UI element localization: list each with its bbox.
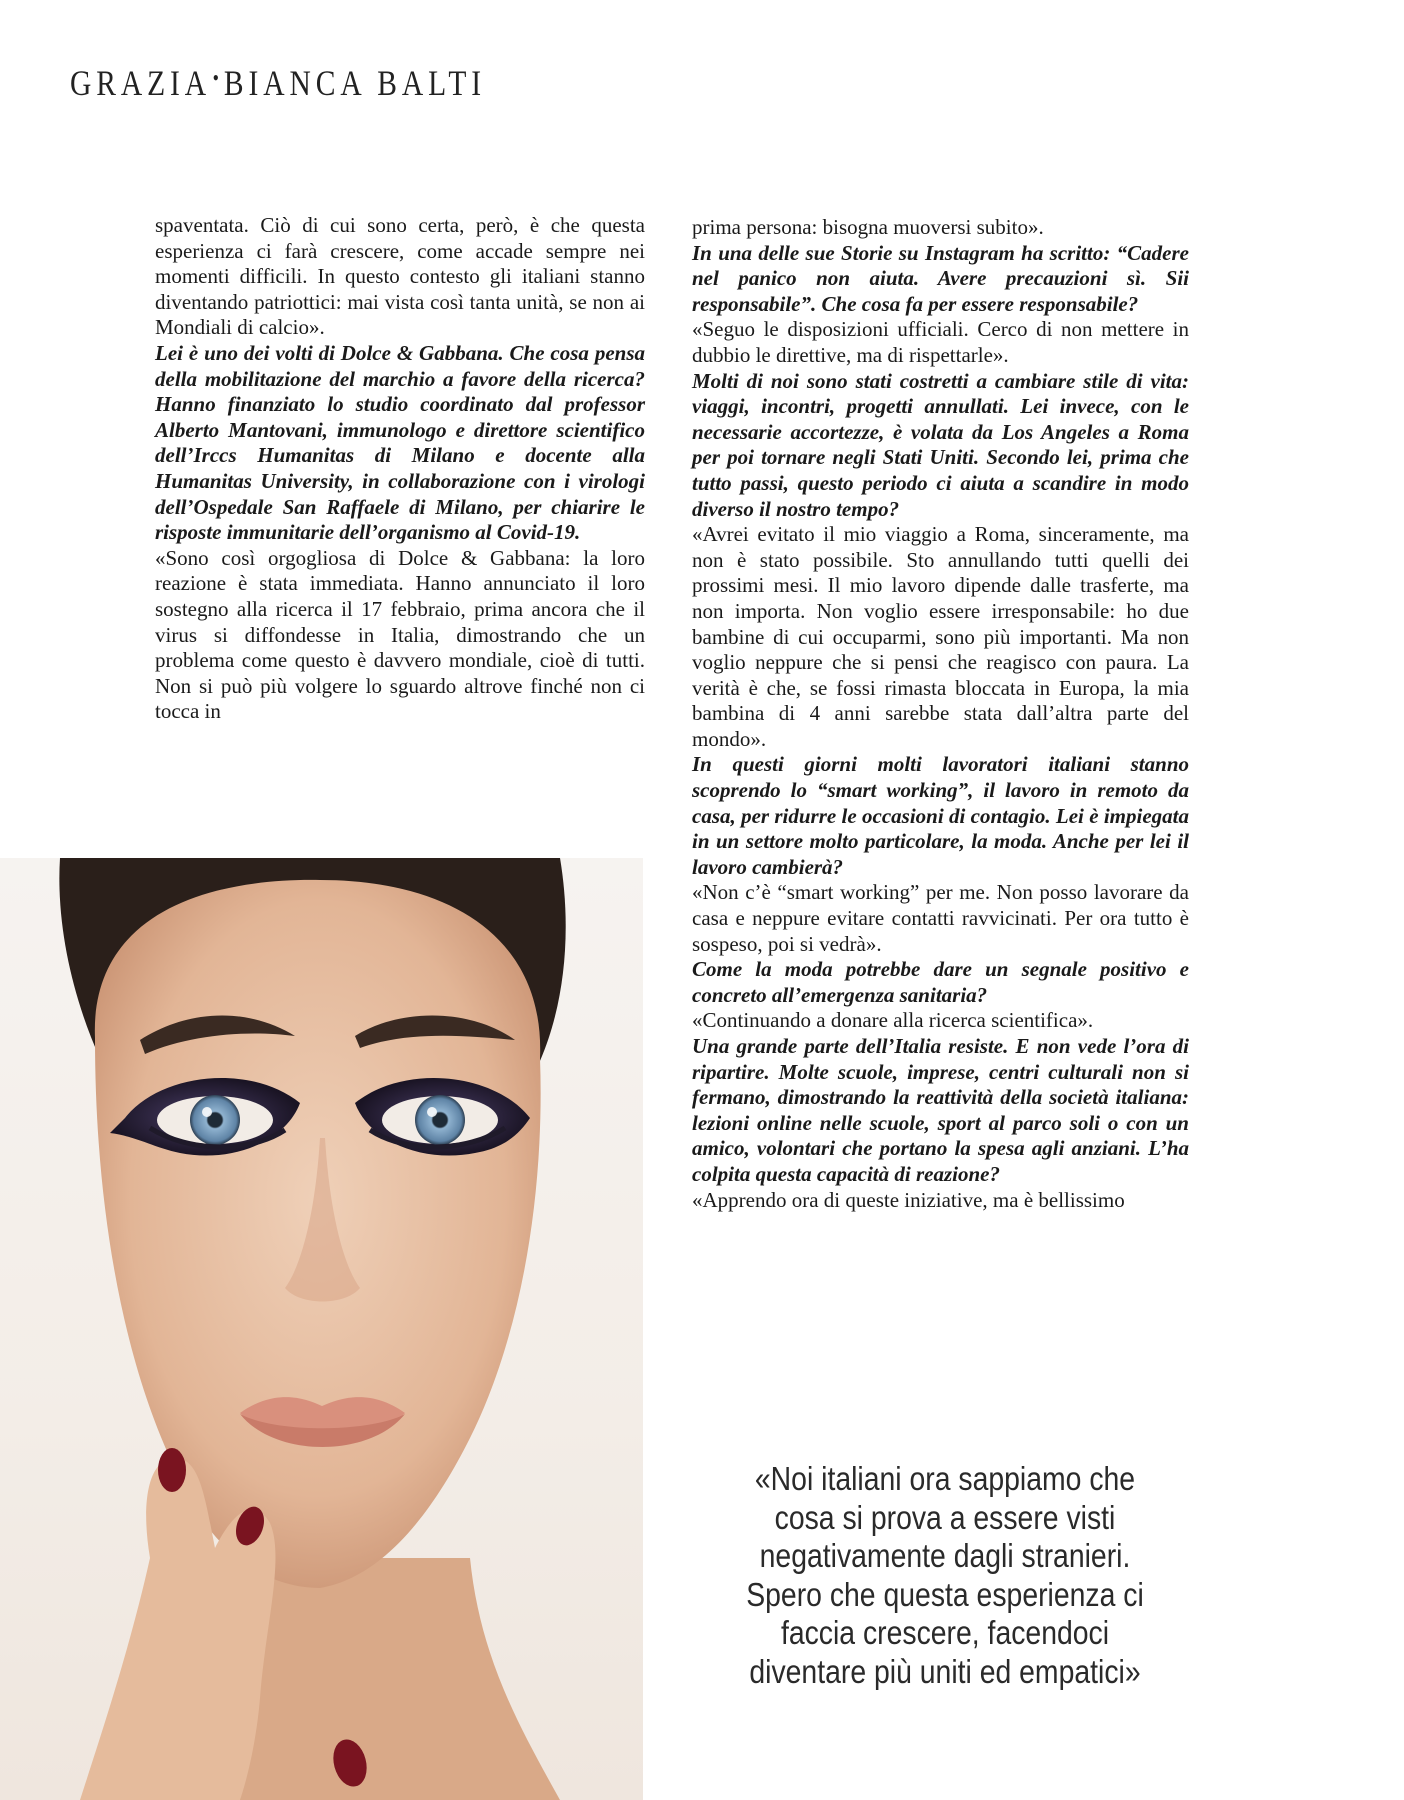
answer-paragraph: «Avrei evitato il mio viaggio a Roma, sinceramente, ma non è stato possibile. Sto annullando tutti quelli dei prossimi mesi. Il mio lavoro dipende dalle trasferte, ma non importa. Non voglio essere irresponsabile: ho due bambine di cui occuparmi, sono più importanti. Ma non voglio neppure che si pensi che reagisco con paura. La verità è che, se fossi rimasta bloccata in Europa, la mia bambina di 4 anni sarebbe stata dall’altra parte del mondo». (692, 522, 1189, 751)
question-paragraph: In questi giorni molti lavoratori italiani stanno scoprendo lo “smart working”, il lavoro in remoto da casa, per ridurre le occasioni di contagio. Lei è impiegata in un settore molto particolare, la moda. Anche per lei il lavoro cambierà? (692, 752, 1189, 879)
right-iris (415, 1095, 465, 1145)
answer-paragraph: «Seguo le disposizioni ufficiali. Cerco di non mettere in dubbio le direttive, ma di rispettarle». (692, 317, 1189, 367)
answer-paragraph: «Apprendo ora di queste iniziative, ma è bellissimo (692, 1187, 1125, 1212)
portrait-illustration (0, 858, 643, 1800)
answer-paragraph: prima persona: bisogna muoversi subito». (692, 215, 1044, 239)
portrait-photo (0, 858, 643, 1800)
question-paragraph: Come la moda potrebbe dare un segnale positivo e concreto all’emergenza sanitaria? (692, 957, 1189, 1007)
answer-paragraph: «Non c’è “smart working” per me. Non posso lavorare da casa e neppure evitare contatti ravvicinati. Per ora tutto è sospeso, poi si vedrà». (692, 880, 1189, 956)
magazine-brand: GRAZIA (70, 63, 212, 103)
left-iris (190, 1095, 240, 1145)
question-paragraph: In una delle sue Storie su Instagram ha scritto: “Cadere nel panico non aiuta. Avere precauzioni sì. Sii responsabile”. Che cosa fa per essere responsabile? (692, 240, 1189, 316)
right-eye-highlight (427, 1107, 437, 1117)
answer-paragraph: «Sono così orgogliosa di Dolce & Gabbana: la loro reazione è stata immediata. Hanno annunciato il loro sostegno alla ricerca il 17 febbraio, prima ancora che il virus si diffondesse in Italia, dimostrando che un problema come questo è davvero mondiale, cioè di tutti. Non si può più volgere lo sguardo altrove finché non ci tocca in (155, 545, 645, 724)
pull-quote: «Noi italiani ora sappiamo che cosa si prova a essere visti negativamente dagli stranieri. Spero che questa esperienza ci faccia crescere, facendoci diventare più uniti ed empatici» (746, 1460, 1144, 1690)
page-header (70, 62, 486, 104)
answer-paragraph: spaventata. Ciò di cui sono certa, però, è che questa esperienza ci farà crescere, come accade sempre nei momenti difficili. In questo contesto gli italiani stanno diventando patriottici: mai vista così tanta unità, se non ai Mondiali di calcio». (155, 213, 645, 340)
article-column-left (155, 213, 645, 725)
article-subject: BIANCA BALTI (223, 63, 487, 103)
left-eye-highlight (202, 1107, 212, 1117)
question-paragraph: Lei è uno dei volti di Dolce & Gabbana. Che cosa pensa della mobilitazione del marchio a favore della ricerca? Hanno finanziato lo studio coordinato dal professor Alberto Mantovani, immunologo e direttore scientifico dell’Irccs Humanitas di Milano e docente alla Humanitas University, in collaborazione con i virologi dell’Ospedale San Raffaele di Milano, per chiarire le risposte immunitarie dell’organismo al Covid-19. (155, 340, 645, 545)
answer-paragraph: «Continuando a donare alla ricerca scientifica». (692, 1008, 1094, 1033)
question-paragraph: Molti di noi sono stati costretti a cambiare stile di vita: viaggi, incontri, progetti annullati. Lei invece, con le necessarie accortezze, è volata da Los Angeles a Roma per poi tornare negli Stati Uniti. Secondo lei, prima che tutto passi, questo periodo ci aiuta a scandire in modo diverso il nostro tempo? (692, 368, 1189, 521)
question-paragraph: Una grande parte dell’Italia resiste. E non vede l’ora di ripartire. Molte scuole, imprese, centri culturali non si fermano, dimostrando la reattività della società italiana: lezioni online nelle scuole, sport al parco soli o con un amico, volontari che portano la spesa agli anziani. L’ha colpita questa capacità di reazione? (692, 1034, 1189, 1186)
nail-1 (158, 1448, 186, 1492)
article-column-right (692, 215, 1189, 1213)
header-dot: • (212, 65, 219, 90)
